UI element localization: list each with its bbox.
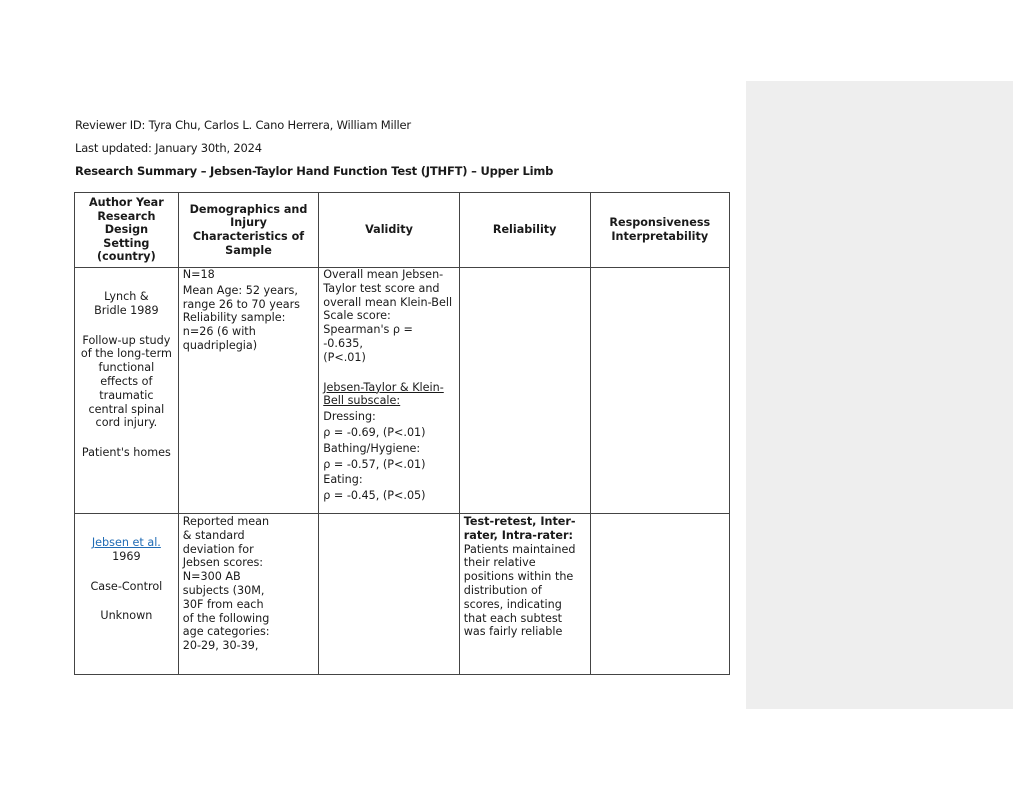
- comment-pane: [746, 81, 1013, 709]
- header-validity: Validity: [319, 193, 460, 268]
- cell-responsiveness: [590, 268, 729, 514]
- cell-author: [75, 268, 179, 514]
- cell-validity: Overall mean Jebsen- Taylor test score and overall mean Klein-Bell Scale score: Spearman's ρ = -0.635, (P<.01) Jebsen-Taylor & Klein- Bell subscale: Dressing: ρ = -0.69, (P<.01) Bathing/Hygiene: ρ = -0.57, (P<.01) Eating: ρ = -0.45, (P<.05): [319, 268, 460, 514]
- study-setting: Unknown: [100, 609, 153, 623]
- header-demographics: Demographics and Injury Characteristics of Sample: [178, 193, 319, 268]
- study-design: Follow-up study of the long-term functional effects of traumatic central spinal cord injury.: [80, 333, 172, 430]
- cell-reliability: [459, 268, 590, 514]
- cell-validity: [319, 514, 460, 675]
- citation-year: 1969: [112, 549, 141, 563]
- cell-author: [75, 514, 179, 675]
- last-updated-line: Last updated: January 30th, 2024: [75, 141, 262, 155]
- cell-reliability: Test-retest, Inter- rater, Intra-rater: Patients maintained their relative positions within the distribution of scores, indicating that each subtest was fairly reliable: [459, 514, 590, 675]
- cell-demographics: Reported mean & standard deviation for Jebsen scores: N=300 AB subjects (30M, 30F from each of the following age categories: 20-29, 30-39,: [178, 514, 319, 675]
- header-responsiveness: Responsiveness Interpretability: [590, 193, 729, 268]
- header-author-year: Author Year Research Design Setting (country): [75, 193, 179, 268]
- reliability-heading: Test-retest, Inter-: [463, 515, 576, 528]
- study-design: Case-Control: [90, 579, 163, 593]
- table-header-row: [75, 193, 730, 268]
- study-setting: Patient's homes: [81, 446, 171, 460]
- table-row: [75, 514, 730, 675]
- author-citation-link[interactable]: Jebsen et al.: [91, 536, 161, 549]
- subscale-heading: Jebsen-Taylor & Klein-: [323, 380, 444, 394]
- author-citation: Lynch & Bridle 1989: [94, 290, 159, 317]
- cell-responsiveness: [590, 514, 729, 675]
- document-title: Research Summary – Jebsen-Taylor Hand Function Test (JTHFT) – Upper Limb: [75, 164, 554, 178]
- research-summary-table: [74, 192, 730, 675]
- header-reliability: Reliability: [459, 193, 590, 268]
- cell-demographics: N=18 Mean Age: 52 years, range 26 to 70 years Reliability sample: n=26 (6 with quadriplegia): [178, 268, 319, 514]
- table-row: [75, 268, 730, 514]
- reviewer-line: Reviewer ID: Tyra Chu, Carlos L. Cano Herrera, William Miller: [75, 118, 411, 132]
